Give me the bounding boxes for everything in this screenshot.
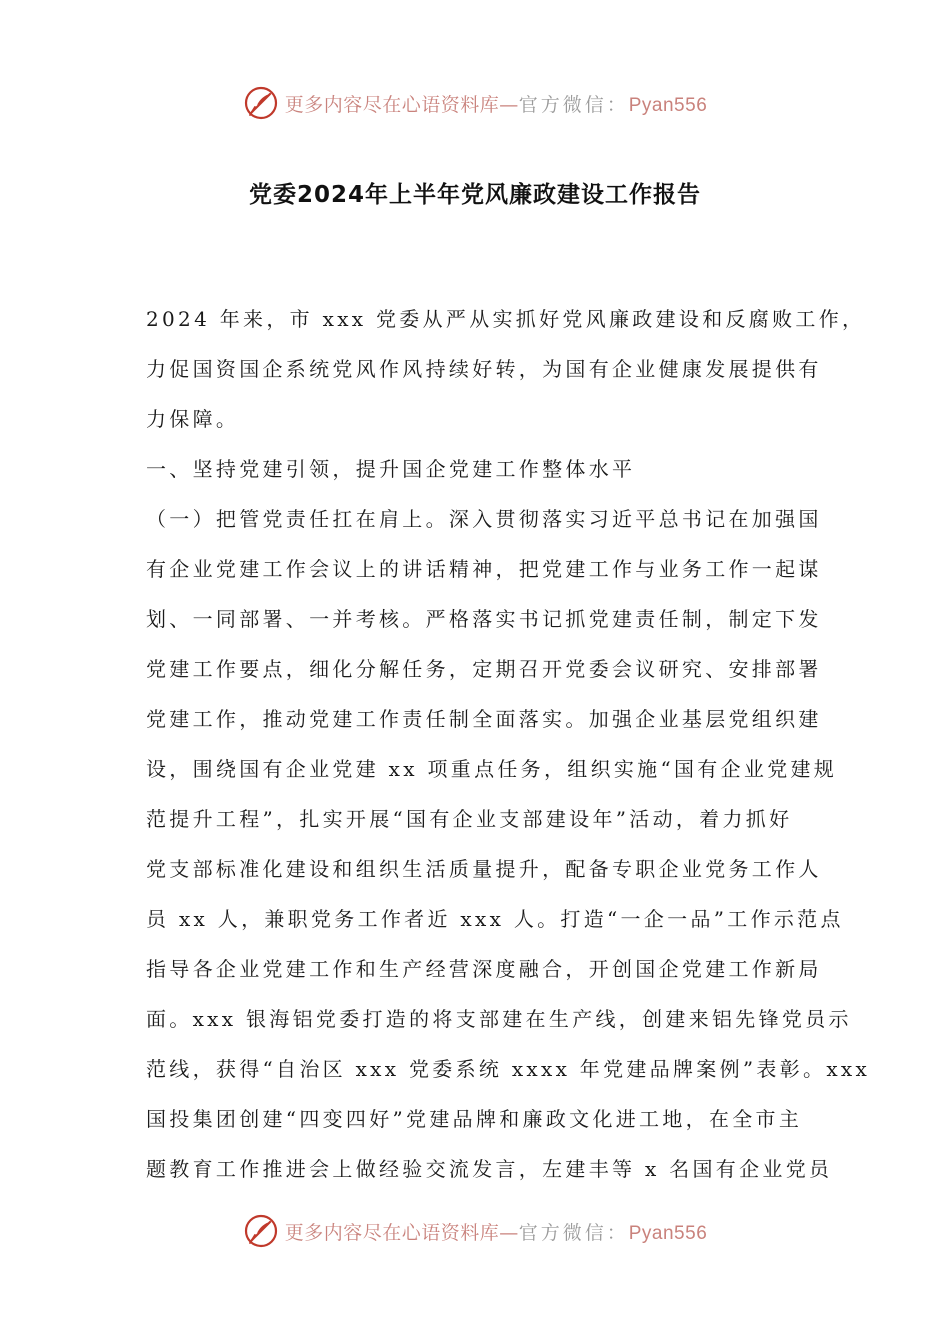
header-watermark (0, 83, 950, 123)
watermark-site: 更多内容尽在心语资料库 (284, 93, 500, 116)
body-line: 党建工作，推动党建工作责任制全面落实。加强企业基层党组织建 (146, 707, 822, 731)
body-line: 面。xxx 银海铝党委打造的将支部建在生产线，创建来铝先锋党员示 (146, 1007, 852, 1031)
body-line: 划、一同部署、一并考核。严格落实书记抓党建责任制，制定下发 (146, 607, 822, 631)
body-line: 题教育工作推进会上做经验交流发言，左建丰等 x 名国有企业党员 (146, 1157, 833, 1181)
quill-logo-icon (243, 1213, 279, 1249)
body-line: 指导各企业党建工作和生产经营深度融合，开创国企党建工作新局 (146, 957, 822, 981)
body-line: 有企业党建工作会议上的讲话精神，把党建工作与业务工作一起谋 (146, 557, 822, 581)
watermark-text (285, 90, 708, 117)
watermark-official: 官方微信： (518, 1221, 629, 1244)
document-body (146, 294, 871, 1194)
watermark-wechat-id: Pyan556 (628, 1222, 708, 1244)
body-line: 力促国资国企系统党风作风持续好转，为国有企业健康发展提供有 (146, 357, 822, 381)
watermark-text (285, 1218, 708, 1245)
watermark-wechat-id: Pyan556 (628, 94, 708, 116)
body-line: （一）把管党责任扛在肩上。深入贯彻落实习近平总书记在加强国 (146, 507, 822, 531)
body-line: 范线，获得“自治区 xxx 党委系统 xxxx 年党建品牌案例”表彰。xxx (146, 1057, 871, 1081)
body-line: 2024 年来，市 xxx 党委从严从实抓好党风廉政建设和反腐败工作， (146, 307, 866, 331)
body-line: 党建工作要点，细化分解任务，定期召开党委会议研究、安排部署 (146, 657, 822, 681)
watermark-dash: — (499, 93, 519, 116)
watermark-site: 更多内容尽在心语资料库 (284, 1221, 500, 1244)
watermark-official: 官方微信： (518, 93, 629, 116)
body-line: 员 xx 人，兼职党务工作者近 xxx 人。打造“一企一品”工作示范点 (146, 907, 844, 931)
footer-watermark (0, 1211, 950, 1251)
quill-logo-icon (243, 85, 279, 121)
body-line: 国投集团创建“四变四好”党建品牌和廉政文化进工地，在全市主 (146, 1107, 803, 1131)
body-line: 党支部标准化建设和组织生活质量提升，配备专职企业党务工作人 (146, 857, 822, 881)
body-line: 设，围绕国有企业党建 xx 项重点任务，组织实施“国有企业党建规 (146, 757, 838, 781)
body-line: 范提升工程”，扎实开展“国有企业支部建设年”活动，着力抓好 (146, 807, 793, 831)
body-line: 力保障。 (146, 407, 240, 431)
document-title: 党委2024年上半年党风廉政建设工作报告 (248, 182, 701, 208)
section-heading: 一、坚持党建引领，提升国企党建工作整体水平 (146, 457, 636, 481)
watermark-dash: — (499, 1221, 519, 1244)
